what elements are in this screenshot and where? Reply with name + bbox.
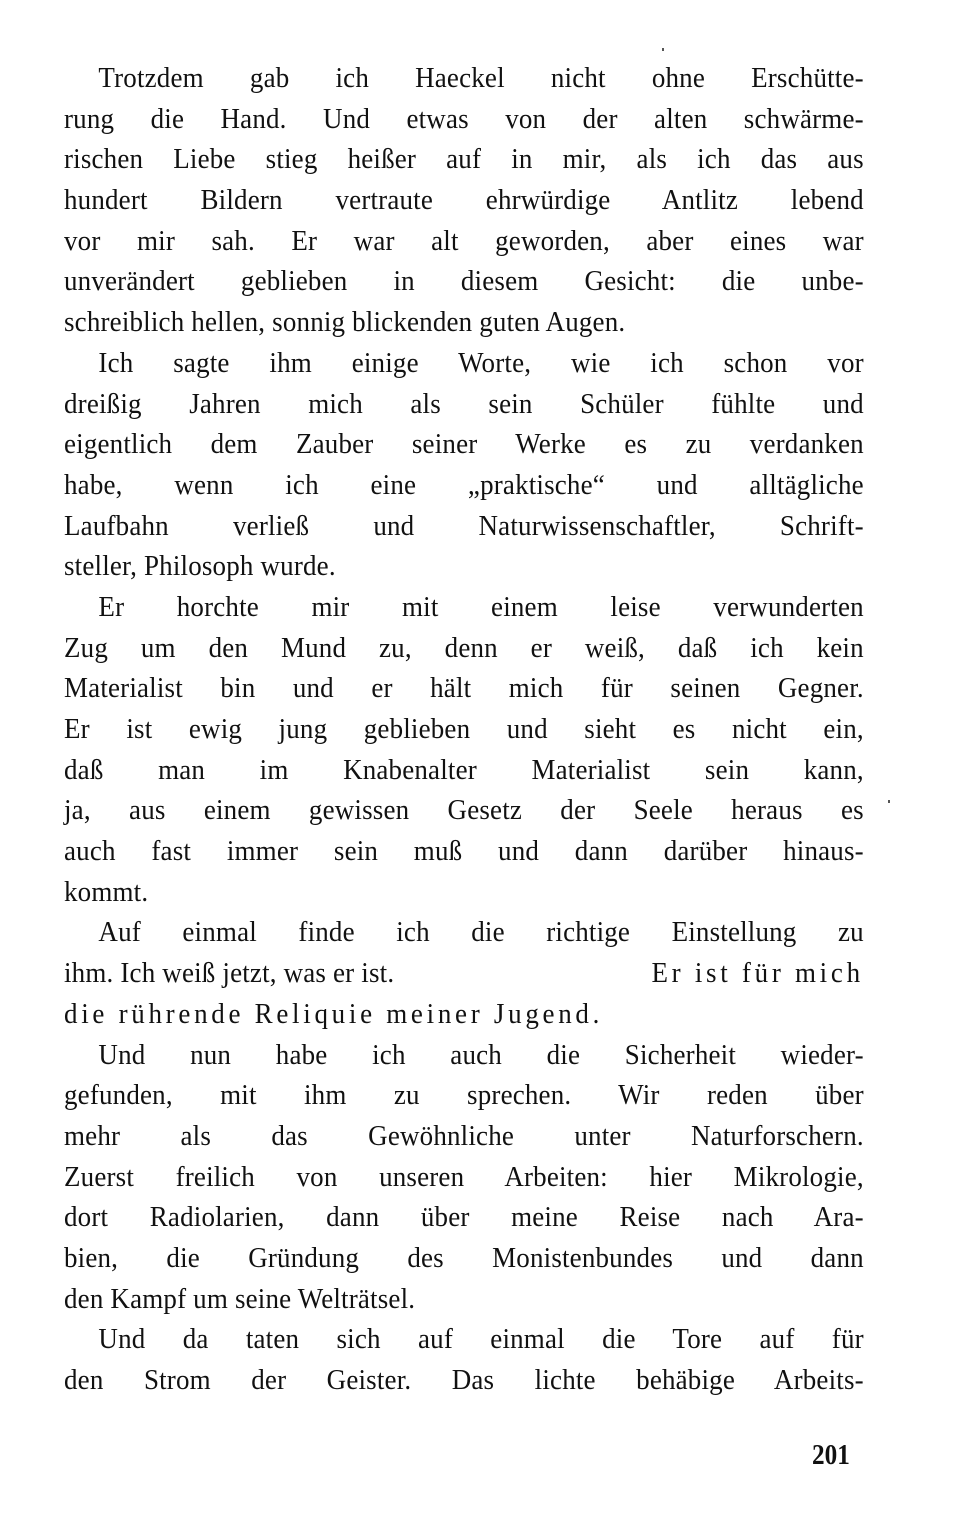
- text-line: eigentlich dem Zauber seiner Werke es zu verdanken: [64, 428, 864, 461]
- text-line: Und nun habe ich auch die Sicherheit wieder-: [98, 1038, 864, 1071]
- text-line: rischen Liebe stieg heißer auf in mir, als ich das aus: [64, 143, 864, 176]
- text-line: schreiblich hellen, sonnig blickenden guten Augen.: [64, 306, 626, 339]
- text-line: dort Radiolarien, dann über meine Reise nach Ara-: [64, 1201, 864, 1234]
- text-line: Zuerst freilich von unseren Arbeiten: hier Mikrologie,: [64, 1160, 864, 1193]
- paragraph-4: [64, 912, 864, 1034]
- paragraph-2: [64, 343, 864, 587]
- text-line: dreißig Jahren mich als sein Schüler fühlte und: [64, 387, 864, 420]
- page-number: 201: [812, 1440, 850, 1471]
- text-line: bien, die Gründung des Monistenbundes und dann: [64, 1241, 864, 1274]
- text-line: Materialist bin und er hält mich für seinen Gegner.: [64, 672, 864, 705]
- text-line: Er horchte mir mit einem leise verwunderten: [98, 590, 864, 623]
- text-line: habe, wenn ich eine „praktische“ und alltägliche: [64, 468, 864, 501]
- emphasized-text-line: die rührende Reliquie meiner Jugend.: [64, 997, 604, 1030]
- text-line: Ich sagte ihm einige Worte, wie ich schon vor: [98, 346, 864, 379]
- text-line: rung die Hand. Und etwas von der alten schwärme-: [64, 102, 864, 135]
- scan-speck: [888, 800, 890, 803]
- text-line: hundert Bildern vertraute ehrwürdige Antlitz lebend: [64, 184, 864, 217]
- paragraph-3: [64, 587, 864, 913]
- text-line: vor mir sah. Er war alt geworden, aber eines war: [64, 224, 864, 257]
- text-line: kommt.: [64, 875, 149, 908]
- text-line: Und da taten sich auf einmal die Tore auf für: [98, 1323, 864, 1356]
- text-line: Auf einmal finde ich die richtige Einstellung zu: [98, 916, 864, 949]
- text-line: Laufbahn verließ und Naturwissenschaftler, Schrift-: [64, 509, 864, 542]
- emphasized-text: Er ist für mich: [651, 957, 864, 990]
- text-line: unverändert geblieben in diesem Gesicht: die unbe-: [64, 265, 864, 298]
- text-line: Zug um den Mund zu, denn er weiß, daß ich kein: [64, 631, 864, 664]
- paragraph-1: [64, 58, 864, 343]
- text-line: auch fast immer sein muß und dann darüber hinaus-: [64, 835, 864, 868]
- text-line: ja, aus einem gewissen Gesetz der Seele heraus es: [64, 794, 864, 827]
- text-line: den Kampf um seine Welträtsel.: [64, 1282, 416, 1315]
- scan-speck: [662, 48, 664, 51]
- text-line: steller, Philosoph wurde.: [64, 550, 336, 583]
- text-line: mehr als das Gewöhnliche unter Naturforschern.: [64, 1119, 864, 1152]
- text-line: den Strom der Geister. Das lichte behäbige Arbeits-: [64, 1364, 864, 1396]
- paragraph-5: [64, 1035, 864, 1320]
- text-line: Trotzdem gab ich Haeckel nicht ohne Erschütte-: [98, 62, 864, 94]
- book-page: [64, 58, 864, 1401]
- text-fragment: ihm. Ich weiß jetzt, was er ist.: [64, 957, 395, 990]
- text-line: gefunden, mit ihm zu sprechen. Wir reden über: [64, 1079, 864, 1112]
- paragraph-6: [64, 1319, 864, 1400]
- text-line: daß man im Knabenalter Materialist sein kann,: [64, 753, 864, 786]
- text-line: Er ist ewig jung geblieben und sieht es nicht ein,: [64, 713, 864, 745]
- text-line: [64, 953, 864, 994]
